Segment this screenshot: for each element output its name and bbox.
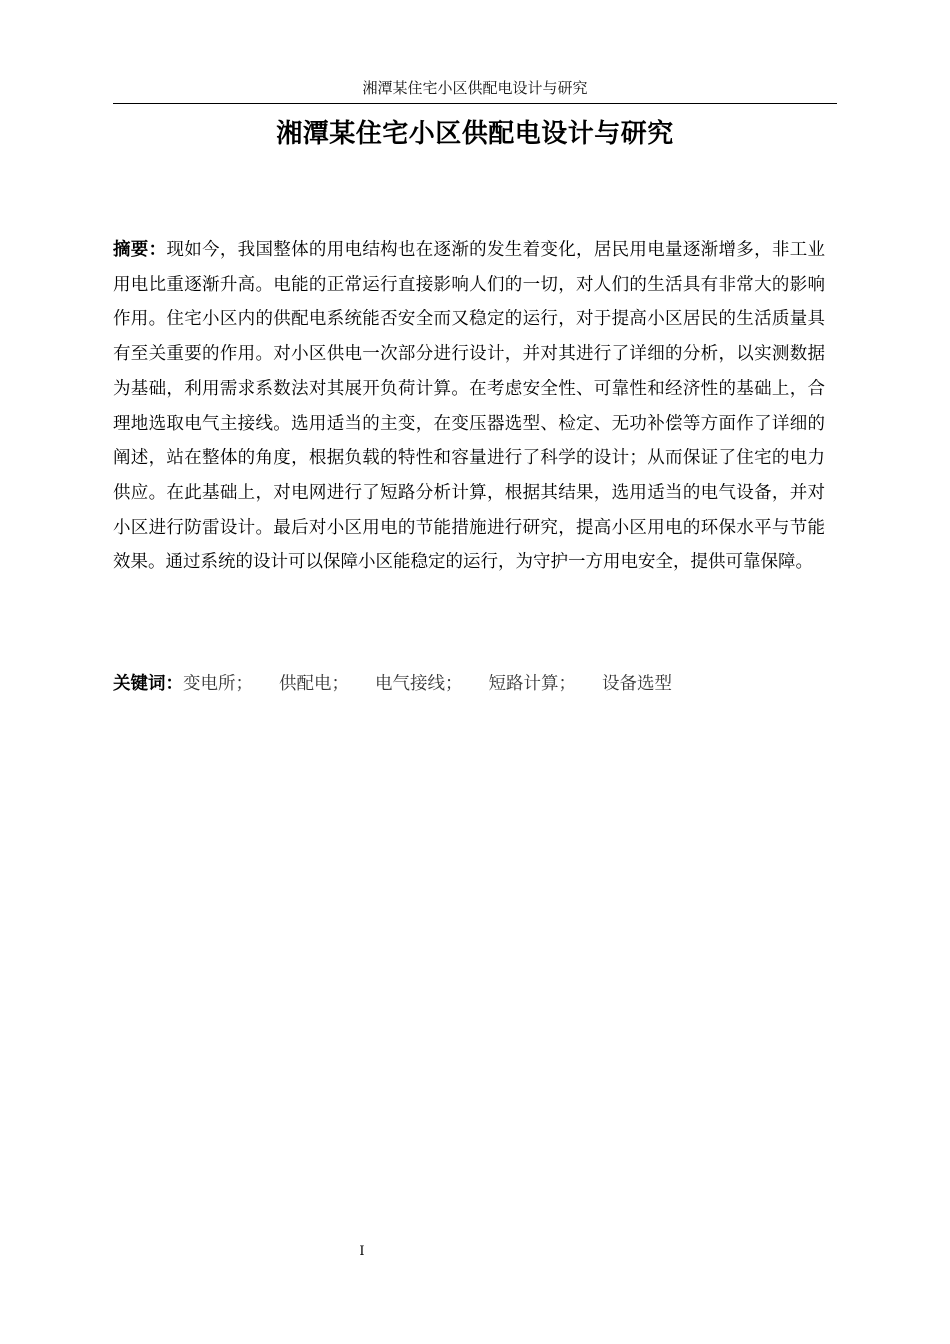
- keyword: 短路计算；: [488, 674, 576, 694]
- page-number: I: [359, 1244, 365, 1259]
- abstract-text: 现如今，我国整体的用电结构也在逐渐的发生着变化，居民用电量逐渐增多，非工业用电比重逐渐升高。电能的正常运行直接影响人们的一切，对人们的生活具有非常大的影响作用。住宅小区内的供配电系统能否安全而又稳定的运行，对于提高小区居民的生活质量具有至关重要的作用。对小区供电一次部分进行设计，并对其进行了详细的分析，以实测数据为基础，利用需求系数法对其展开负荷计算。在考虑安全性、可靠性和经济性的基础上，合理地选取电气主接线。选用适当的主变，在变压器选型、检定、无功补偿等方面作了详细的阐述，站在整体的角度，根据负载的特性和容量进行了科学的设计；从而保证了住宅的电力供应。在此基础上，对电网进行了短路分析计算，根据其结果，选用适当的电气设备，并对小区进行防雷设计。最后对小区用电的节能措施进行研究，提高小区用电的环保水平与节能效果。通过系统的设计可以保障小区能稳定的运行，为守护一方用电安全，提供可靠保障。: [113, 240, 826, 573]
- keyword: 供配电；: [279, 674, 349, 694]
- running-header: 湘潭某住宅小区供配电设计与研究: [362, 79, 588, 97]
- keyword: 电气接线；: [375, 674, 463, 694]
- abstract-paragraph: [113, 233, 825, 580]
- keywords-label: 关键词：: [113, 674, 183, 694]
- abstract-label: 摘要：: [113, 240, 167, 260]
- page-title: 湘潭某住宅小区供配电设计与研究: [276, 119, 674, 149]
- keyword: 设备选型: [602, 674, 672, 694]
- keyword: 变电所；: [183, 674, 253, 694]
- keywords-line: [113, 670, 672, 698]
- header-divider: [113, 103, 837, 104]
